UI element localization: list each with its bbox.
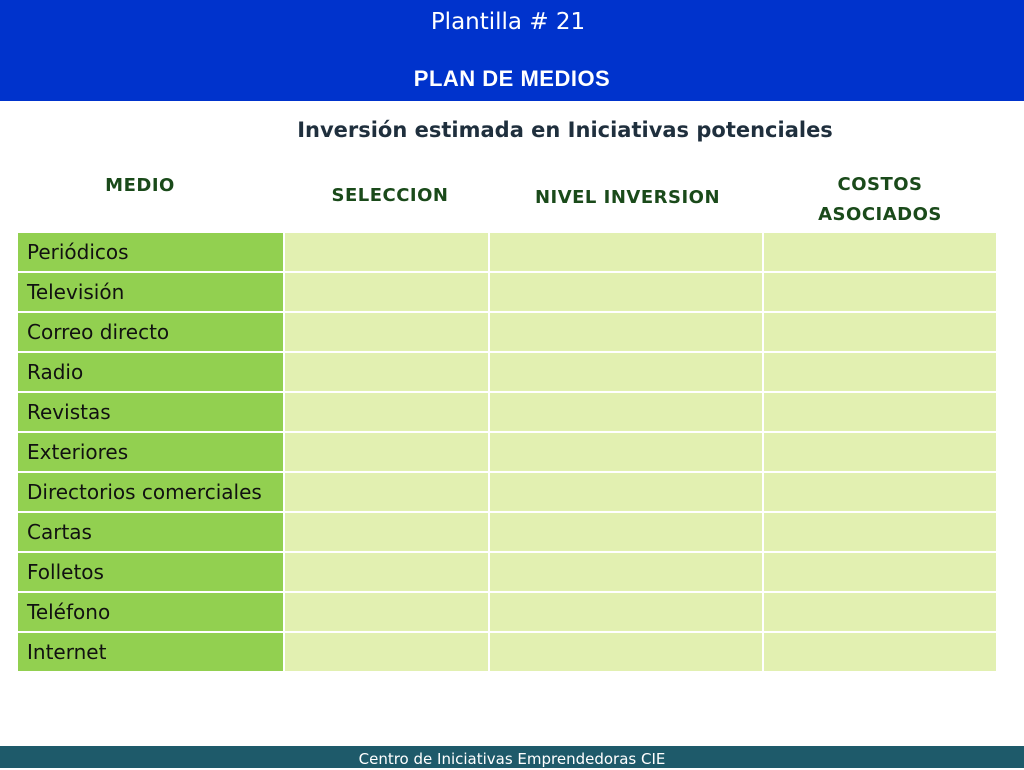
seleccion-cell[interactable]	[284, 552, 489, 592]
footer-text: Centro de Iniciativas Emprendedoras CIE	[358, 750, 666, 768]
nivel-inversion-cell[interactable]	[489, 432, 763, 472]
nivel-inversion-cell[interactable]	[489, 472, 763, 512]
costos-asociados-cell[interactable]	[763, 392, 997, 432]
costos-asociados-cell[interactable]	[763, 312, 997, 352]
medio-cell: Exteriores	[17, 432, 284, 472]
seleccion-cell[interactable]	[284, 592, 489, 632]
medio-cell: Folletos	[17, 552, 284, 592]
column-header-nivel-inversion: NIVEL INVERSION	[534, 187, 721, 208]
nivel-inversion-cell[interactable]	[489, 312, 763, 352]
slide-subtitle: PLAN DE MEDIOS	[413, 66, 611, 91]
medio-cell: Radio	[17, 352, 284, 392]
column-header-medio: MEDIO	[105, 175, 175, 196]
table-row	[17, 312, 997, 352]
medio-cell: Teléfono	[17, 592, 284, 632]
medio-cell: Internet	[17, 632, 284, 672]
medio-cell: Directorios comerciales	[17, 472, 284, 512]
column-header-costos-asociados	[770, 170, 990, 230]
slide-title: Plantilla # 21	[430, 9, 586, 35]
column-header-costos-line1: COSTOS	[837, 174, 923, 195]
medio-cell: Periódicos	[17, 232, 284, 272]
costos-asociados-cell[interactable]	[763, 512, 997, 552]
seleccion-cell[interactable]	[284, 512, 489, 552]
medio-cell: Revistas	[17, 392, 284, 432]
seleccion-cell[interactable]	[284, 272, 489, 312]
costos-asociados-cell[interactable]	[763, 552, 997, 592]
medio-cell: Correo directo	[17, 312, 284, 352]
table-row	[17, 592, 997, 632]
table-row	[17, 392, 997, 432]
section-title: Inversión estimada en Iniciativas potenciales	[297, 118, 833, 142]
seleccion-cell[interactable]	[284, 472, 489, 512]
nivel-inversion-cell[interactable]	[489, 392, 763, 432]
seleccion-cell[interactable]	[284, 232, 489, 272]
table-row	[17, 512, 997, 552]
table-row	[17, 232, 997, 272]
seleccion-cell[interactable]	[284, 312, 489, 352]
media-plan-table	[16, 231, 998, 673]
costos-asociados-cell[interactable]	[763, 272, 997, 312]
nivel-inversion-cell[interactable]	[489, 272, 763, 312]
nivel-inversion-cell[interactable]	[489, 592, 763, 632]
nivel-inversion-cell[interactable]	[489, 632, 763, 672]
costos-asociados-cell[interactable]	[763, 232, 997, 272]
table-row	[17, 272, 997, 312]
nivel-inversion-cell[interactable]	[489, 232, 763, 272]
costos-asociados-cell[interactable]	[763, 352, 997, 392]
table-row	[17, 472, 997, 512]
column-header-seleccion: SELECCION	[331, 185, 449, 206]
costos-asociados-cell[interactable]	[763, 632, 997, 672]
costos-asociados-cell[interactable]	[763, 592, 997, 632]
seleccion-cell[interactable]	[284, 352, 489, 392]
seleccion-cell[interactable]	[284, 392, 489, 432]
nivel-inversion-cell[interactable]	[489, 352, 763, 392]
seleccion-cell[interactable]	[284, 432, 489, 472]
costos-asociados-cell[interactable]	[763, 432, 997, 472]
nivel-inversion-cell[interactable]	[489, 552, 763, 592]
table-row	[17, 432, 997, 472]
seleccion-cell[interactable]	[284, 632, 489, 672]
column-header-costos-line2: ASOCIADOS	[818, 204, 942, 225]
medio-cell: Cartas	[17, 512, 284, 552]
table-row	[17, 552, 997, 592]
medio-cell: Televisión	[17, 272, 284, 312]
costos-asociados-cell[interactable]	[763, 472, 997, 512]
table-row	[17, 352, 997, 392]
nivel-inversion-cell[interactable]	[489, 512, 763, 552]
table-row	[17, 632, 997, 672]
